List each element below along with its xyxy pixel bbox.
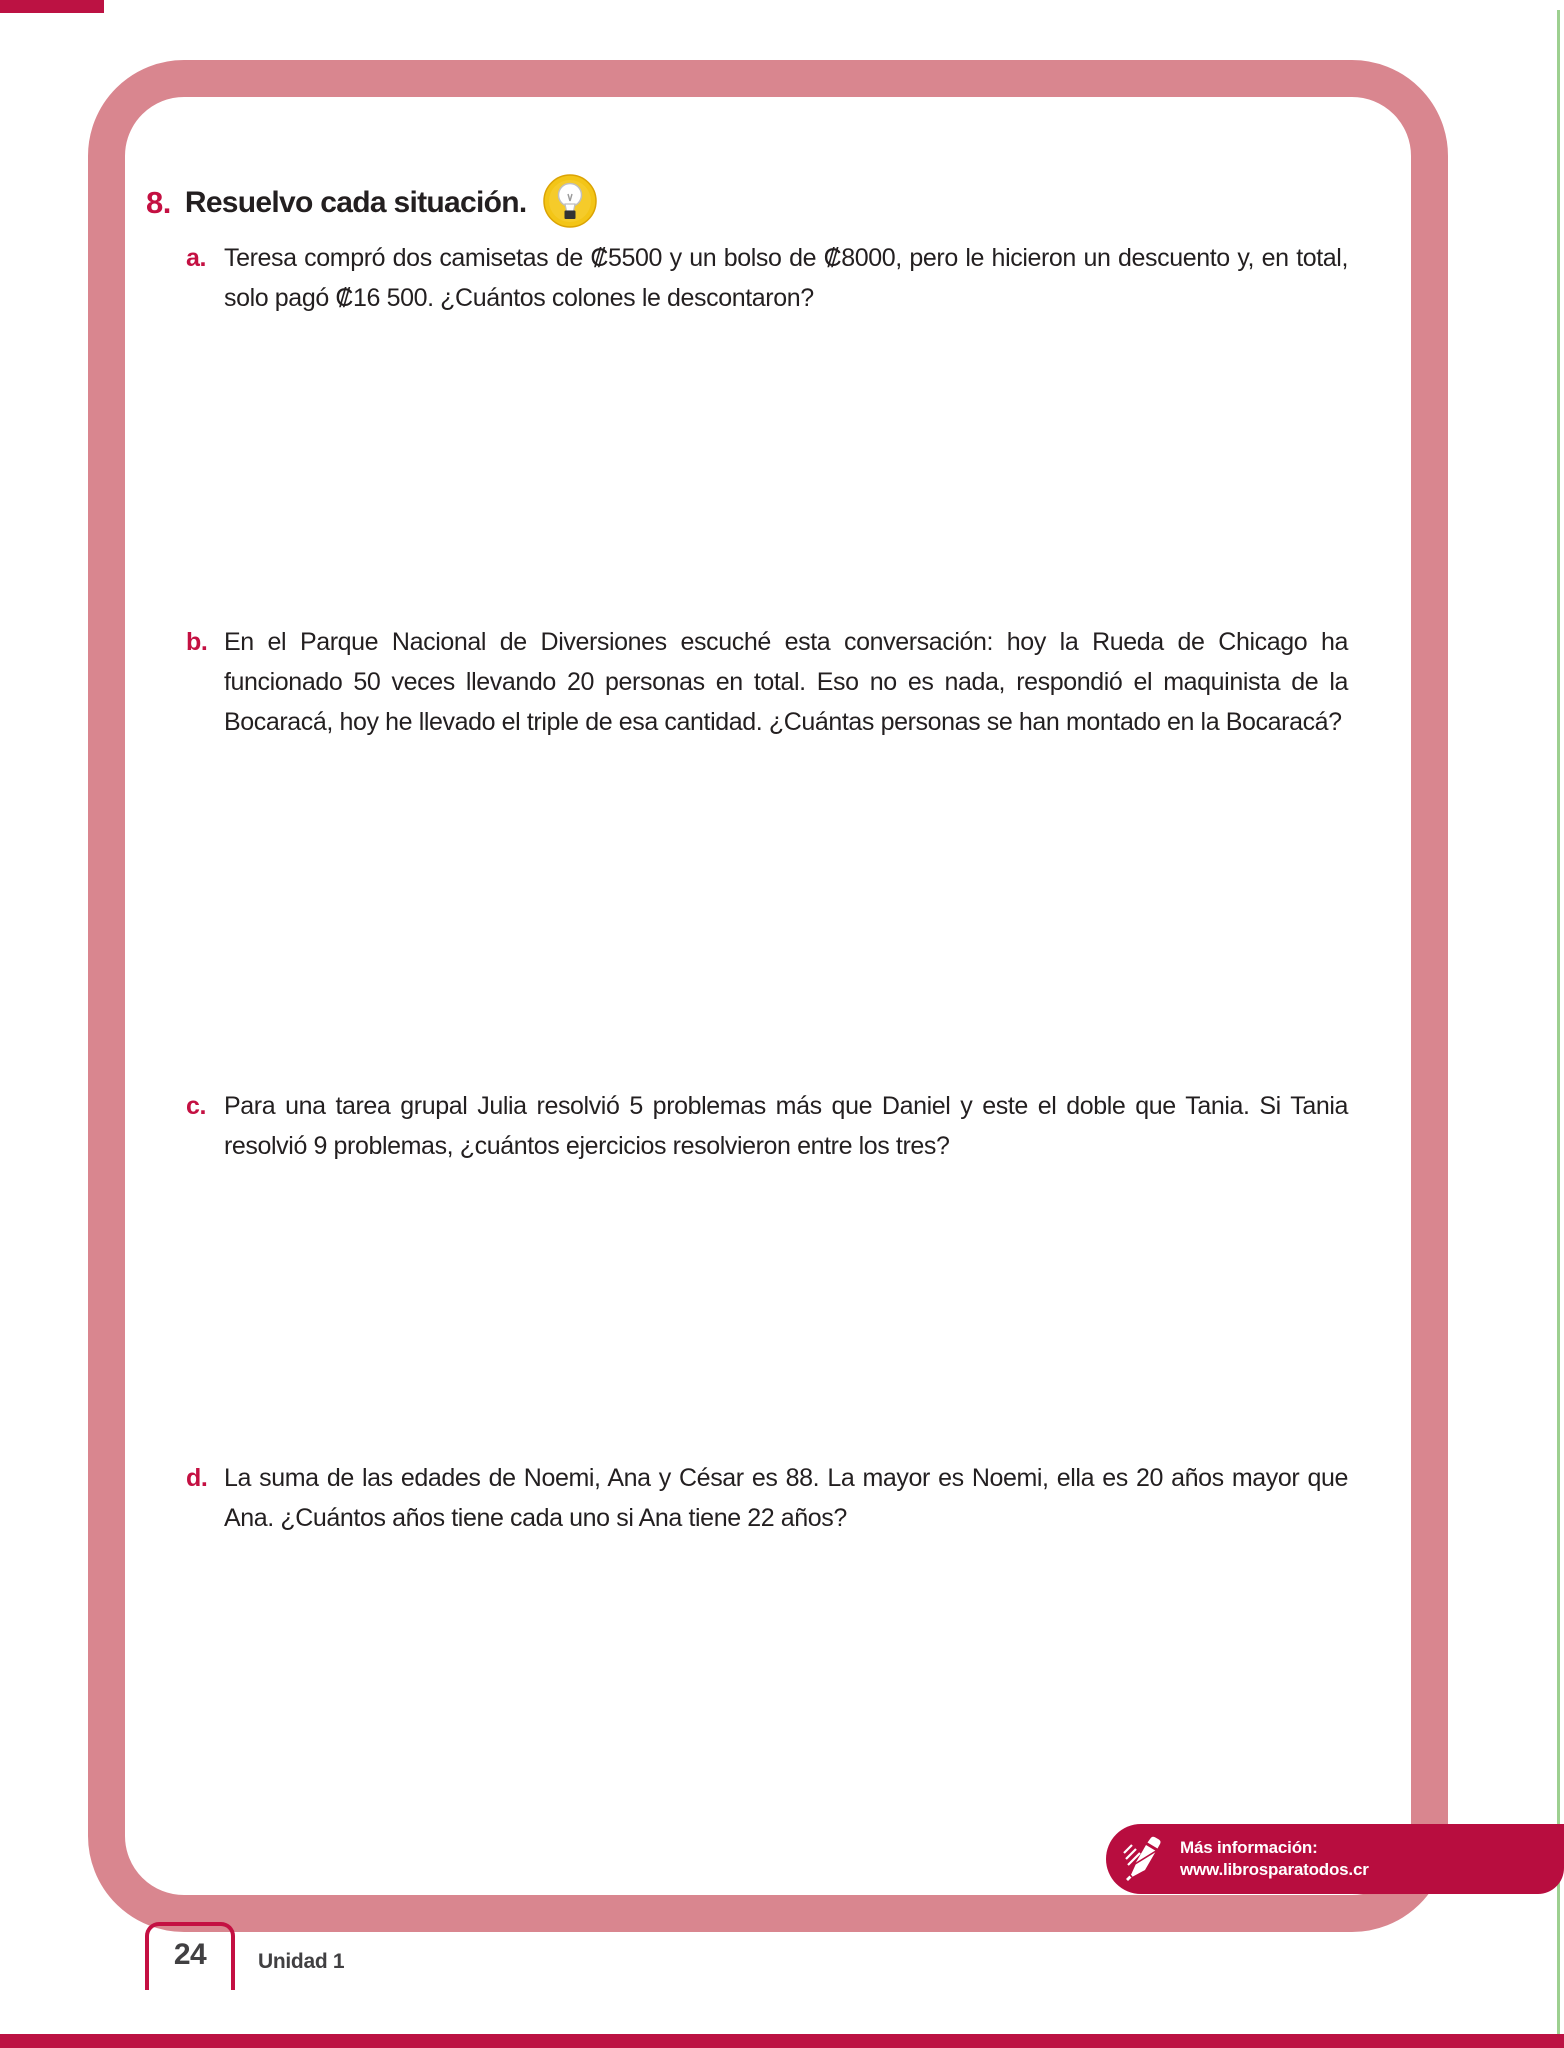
more-info-text	[1180, 1837, 1369, 1881]
exercise-header	[146, 176, 597, 230]
problem-label: b.	[186, 628, 208, 656]
page-bottom-accent-bar	[0, 2034, 1564, 2048]
problem-label: c.	[186, 1092, 207, 1120]
more-info-url[interactable]: www.librosparatodos.cr	[1180, 1860, 1369, 1879]
problem-item-c	[186, 1086, 1348, 1166]
problem-item-b	[186, 622, 1348, 742]
problem-label: a.	[186, 244, 207, 272]
problem-text: En el Parque Nacional de Diversiones escuché esta conversación: hoy la Rueda de Chicago ha funcionado 50 veces llevando 20 personas en total. Eso no es nada, respondió el maquinista de la Bocaracá, hoy he llevado el triple de esa cantidad. ¿Cuántas personas se han montado en la Bocaracá?	[224, 628, 1348, 736]
page-right-edge-line	[1557, 10, 1560, 2048]
problem-text: Para una tarea grupal Julia resolvió 5 problemas más que Daniel y este el doble que Tania. Si Tania resolvió 9 problemas, ¿cuántos ejercicios resolvieron entre los tres?	[224, 1092, 1348, 1160]
more-info-badge[interactable]	[1106, 1824, 1564, 1894]
page-number-box	[145, 1922, 235, 1990]
problem-label: d.	[186, 1464, 208, 1492]
exercise-number: 8.	[146, 185, 171, 220]
pencil-icon	[1118, 1833, 1170, 1885]
problem-item-a	[186, 238, 1348, 318]
problem-text: La suma de las edades de Noemi, Ana y César es 88. La mayor es Noemi, ella es 20 años mayor que Ana. ¿Cuántos años tiene cada uno si Ana tiene 22 años?	[224, 1464, 1348, 1532]
content-frame-border	[88, 60, 1448, 1932]
lightbulb-icon	[543, 174, 597, 228]
problem-item-d	[186, 1458, 1348, 1538]
problem-text: Teresa compró dos camisetas de ₡5500 y un bolso de ₡8000, pero le hicieron un descuento y, en total, solo pagó ₡16 500. ¿Cuántos colones le descontaron?	[224, 244, 1348, 312]
unit-label: Unidad 1	[258, 1950, 345, 1973]
page-top-accent-strip	[0, 0, 104, 13]
more-info-label: Más información:	[1180, 1838, 1318, 1857]
page-number: 24	[173, 1938, 207, 1971]
exercise-title: Resuelvo cada situación.	[184, 186, 527, 219]
